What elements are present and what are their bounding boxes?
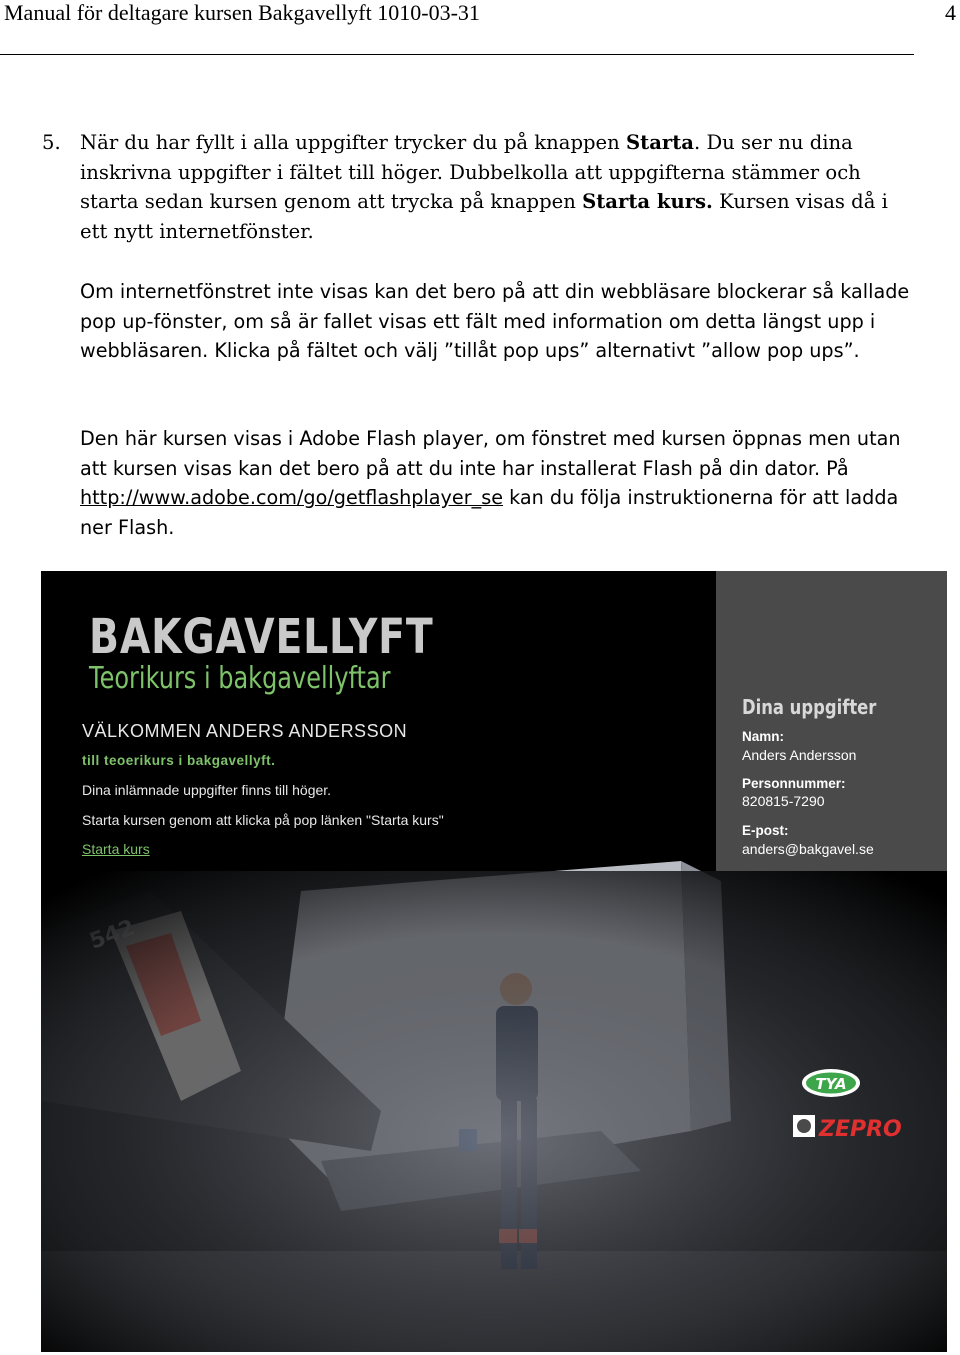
adobe-link[interactable]: http://www.adobe.com/go/getflashplayer_se: [80, 486, 504, 510]
header-divider: [0, 54, 914, 55]
details-title: Dina uppgifter: [742, 695, 877, 719]
info-line-2: Starta kursen genom att klicka på pop länken "Starta kurs": [82, 812, 444, 828]
page-number: 4: [945, 0, 956, 25]
step-text-1: När du har fyllt i alla uppgifter trycker du på knappen: [80, 131, 627, 154]
personnummer-label: Personnummer:: [742, 776, 846, 791]
course-screenshot: [41, 571, 947, 1352]
starta-kurs-button-ref: Starta kurs.: [582, 190, 713, 214]
popup-paragraph: Om internetfönstret inte visas kan det bero på att din webbläsare blockerar så kallade pop up-fönster, om så är fallet visas ett fält med information om detta längst upp i webbläsaren. Klicka på fältet och välj ”tillåt pop ups” alternativt ”allow pop ups”.: [80, 280, 910, 363]
flash-paragraph: [80, 424, 910, 542]
step-text-3: Kursen visas då i ett nytt internetfönster.: [80, 190, 888, 243]
flash-text-before: Den här kursen visas i Adobe Flash player, om fönstret med kursen öppnas men utan att kursen visas kan det bero på att du inte har installerat Flash på din dator. På: [80, 427, 901, 480]
course-subtitle: Teorikurs i bakgavellyftar: [89, 661, 391, 696]
email-value: anders@bakgavel.se: [742, 841, 874, 857]
zepro-logo-text: ZEPRO: [819, 1117, 902, 1142]
tya-logo: [801, 1061, 863, 1101]
name-value: Anders Andersson: [742, 747, 857, 763]
welcome-heading: VÄLKOMMEN ANDERS ANDERSSON: [82, 721, 408, 741]
step-number: 5.: [42, 131, 61, 154]
zepro-logo: [793, 1111, 902, 1142]
starta-button-ref: Starta: [626, 131, 694, 154]
step-text-2: . Du ser nu dina inskrivna uppgifter i fältet till höger. Dubbelkolla att uppgifterna stämmer och starta sedan kursen genom att trycka på knappen: [80, 131, 861, 214]
name-label: Namn:: [742, 729, 785, 744]
flash-text-after: kan du följa instruktionerna för att ladda ner Flash.: [80, 486, 899, 539]
start-course-link[interactable]: Starta kurs: [82, 841, 150, 857]
personnummer-value: 820815-7290: [742, 793, 825, 809]
email-label: E-post:: [742, 823, 789, 838]
header-title: Manual för deltagare kursen Bakgavellyft 1010-03-31: [4, 0, 480, 25]
tya-logo-text: TYA: [815, 1075, 847, 1093]
welcome-subheading: till teoerikurs i bakgavellyft.: [82, 753, 276, 768]
course-brand-title: BAKGAVELLYFT: [89, 609, 434, 665]
step-5-paragraph: [80, 128, 910, 246]
info-line-1: Dina inlämnade uppgifter finns till höger.: [82, 782, 332, 798]
